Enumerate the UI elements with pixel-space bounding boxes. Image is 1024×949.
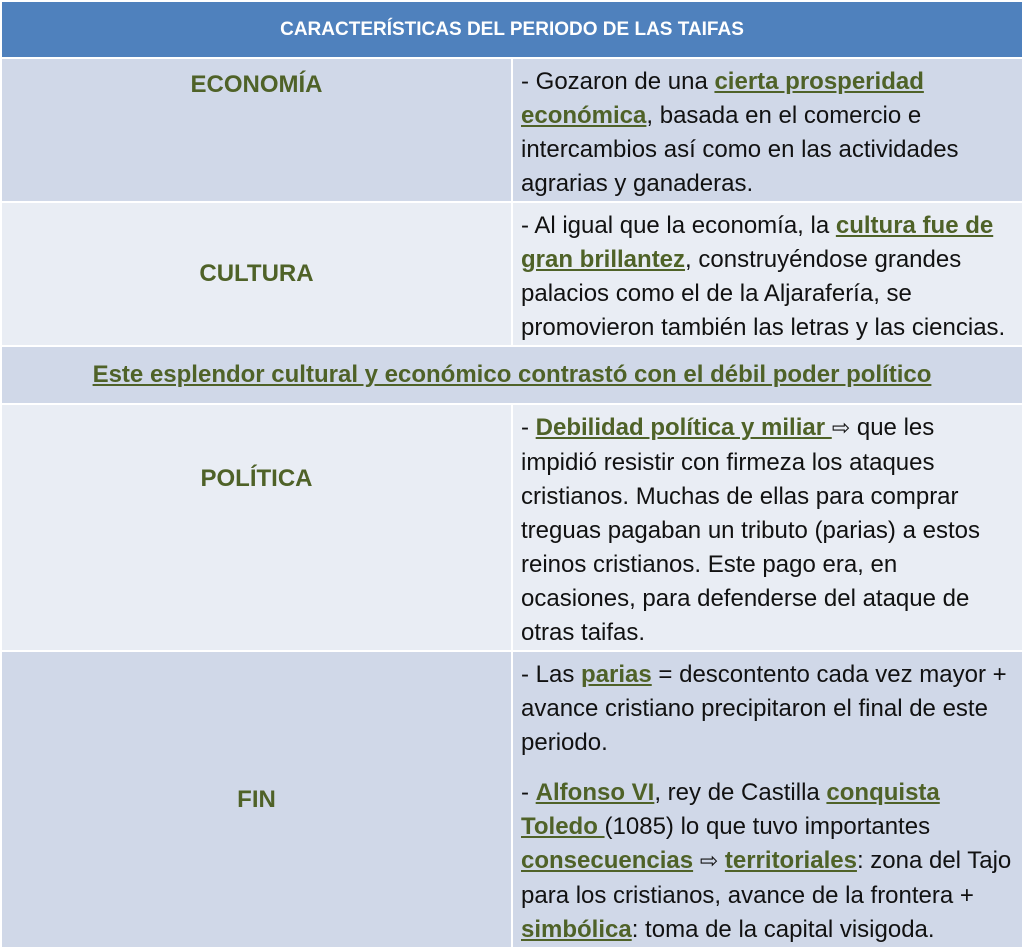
fin-p2-text-6: : toma de la capital visigoda. bbox=[631, 916, 935, 943]
fin-p2-highlight-4: territoriales bbox=[724, 847, 857, 874]
fin-p2-text-5: : zona del Tajo para los cristianos, avance de la frontera + bbox=[521, 847, 1012, 909]
fin-p2-text-1: - bbox=[521, 779, 536, 806]
fin-p2-highlight-3: consecuencias bbox=[521, 847, 694, 874]
content-fin bbox=[512, 651, 1023, 948]
fin-p1-text-2: = descontento cada vez mayor + avance cristiano precipitaron el final de este periodo. bbox=[521, 661, 1007, 756]
politica-text-2: que les impidió resistir con firmeza los ataques cristianos. Muchas de ellas para comprar treguas pagaban un tributo (parias) a estos reinos cristianos. Este pago era, en ocasiones, para defenderse del ataque de otras taifas. bbox=[521, 414, 980, 646]
label-economia: ECONOMÍA bbox=[1, 58, 512, 202]
content-politica bbox=[512, 404, 1023, 651]
cultura-text-2: , construyéndose grandes palacios como el de la Aljarafería, se promovieron también las letras y las ciencias. bbox=[521, 246, 1006, 341]
economia-highlight: cierta prosperidad económica bbox=[521, 68, 924, 129]
fin-p1-highlight: parias bbox=[581, 661, 652, 688]
fin-paragraph-2 bbox=[521, 776, 1012, 947]
contraste-text: Este esplendor cultural y económico contrastó con el débil poder político bbox=[92, 361, 932, 388]
label-fin: FIN bbox=[1, 651, 512, 948]
economia-text-1: - Gozaron de una bbox=[521, 68, 715, 95]
header-row bbox=[1, 1, 1023, 58]
fin-p1-text-1: - Las bbox=[521, 661, 582, 688]
contraste-cell bbox=[1, 346, 1023, 404]
row-cultura bbox=[1, 202, 1023, 346]
politica-text-1: - bbox=[521, 414, 536, 441]
row-economia bbox=[1, 58, 1023, 202]
fin-p2-highlight-5: simbólica bbox=[521, 916, 632, 943]
fin-p2-highlight-2: conquista Toledo bbox=[521, 779, 940, 840]
cultura-highlight: cultura fue de gran brillantez bbox=[521, 212, 994, 273]
fin-p2-highlight-1: Alfonso VI bbox=[535, 779, 655, 806]
cultura-text-1: - Al igual que la economía, la bbox=[521, 212, 836, 239]
content-cultura bbox=[512, 202, 1023, 346]
table-title: CARACTERÍSTICAS DEL PERIODO DE LAS TAIFAS bbox=[1, 1, 1023, 58]
fin-p2-space bbox=[718, 847, 725, 874]
label-cultura: CULTURA bbox=[1, 202, 512, 346]
row-fin bbox=[1, 651, 1023, 948]
row-politica bbox=[1, 404, 1023, 651]
row-contraste bbox=[1, 346, 1023, 404]
fin-p2-text-2: , rey de Castilla bbox=[654, 779, 827, 806]
politica-highlight: Debilidad política y miliar bbox=[535, 414, 832, 441]
right-arrow-icon: ⇨ bbox=[699, 849, 719, 874]
fin-p2-text-4 bbox=[693, 847, 700, 874]
economia-text-2: , basada en el comercio e intercambios así como en las actividades agrarias y ganaderas. bbox=[521, 102, 959, 197]
content-economia bbox=[512, 58, 1023, 202]
fin-paragraph-1 bbox=[521, 658, 1012, 760]
right-arrow-icon: ⇨ bbox=[831, 416, 851, 441]
label-politica: POLÍTICA bbox=[1, 404, 512, 651]
fin-p2-text-3: (1085) lo que tuvo importantes bbox=[604, 813, 931, 840]
